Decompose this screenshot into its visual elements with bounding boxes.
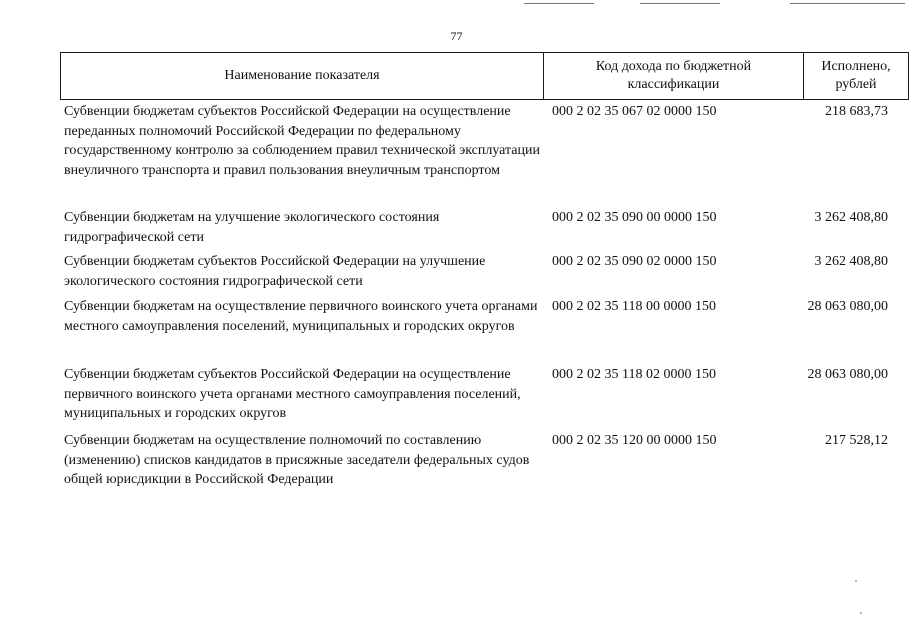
- row-amount: 217 528,12: [825, 433, 888, 448]
- header-code-column: Код дохода по бюджетной классификации: [595, 59, 752, 92]
- header-name-column: Наименование показателя: [224, 68, 380, 83]
- row-amount: 218 683,73: [825, 104, 888, 119]
- row-code: 000 2 02 35 118 00 0000 150: [552, 299, 716, 314]
- row-name: Субвенции бюджетам субъектов Российской Федерации на осуществление первичного воинского учета органами местного самоуправления поселений, муниципальных и городских округов: [64, 367, 521, 421]
- row-code: 000 2 02 35 067 02 0000 150: [552, 104, 717, 119]
- scan-artifact-line: [524, 3, 594, 4]
- row-name: Субвенции бюджетам на осуществление первичного воинского учета органами местного самоуправления поселений, муниципальных и городских округов: [64, 299, 538, 334]
- row-amount: 28 063 080,00: [807, 367, 888, 382]
- header-amount-column: Исполнено, рублей: [821, 59, 891, 92]
- row-code: 000 2 02 35 090 02 0000 150: [552, 254, 717, 269]
- scan-speck: [855, 580, 857, 582]
- row-amount: 3 262 408,80: [814, 210, 888, 225]
- row-name: Субвенции бюджетам субъектов Российской Федерации на осуществление переданных полномочий Российской Федерации по федеральному государственному контролю за соблюдением правил технической эксплуатации внеуличного транспорта и правил пользования внеуличным транспортом: [64, 104, 540, 178]
- row-name: Субвенции бюджетам на осуществление полномочий по составлению (изменению) списков кандидатов в присяжные заседатели федеральных судов общей юрисдикции в Российской Федерации: [64, 433, 530, 487]
- row-code: 000 2 02 35 120 00 0000 150: [552, 433, 717, 448]
- row-name: Субвенции бюджетам субъектов Российской Федерации на улучшение экологического состояния гидрографической сети: [64, 254, 486, 289]
- row-code: 000 2 02 35 090 00 0000 150: [552, 210, 717, 225]
- page-number: 77: [450, 29, 463, 43]
- scan-artifact-line: [640, 3, 720, 4]
- scan-speck: [860, 612, 862, 614]
- row-amount: 28 063 080,00: [807, 299, 888, 314]
- table-header: [60, 52, 909, 100]
- row-amount: 3 262 408,80: [814, 254, 888, 269]
- row-name: Субвенции бюджетам на улучшение экологического состояния гидрографической сети: [64, 210, 440, 245]
- row-code: 000 2 02 35 118 02 0000 150: [552, 367, 716, 382]
- scan-artifact-line: [790, 3, 905, 4]
